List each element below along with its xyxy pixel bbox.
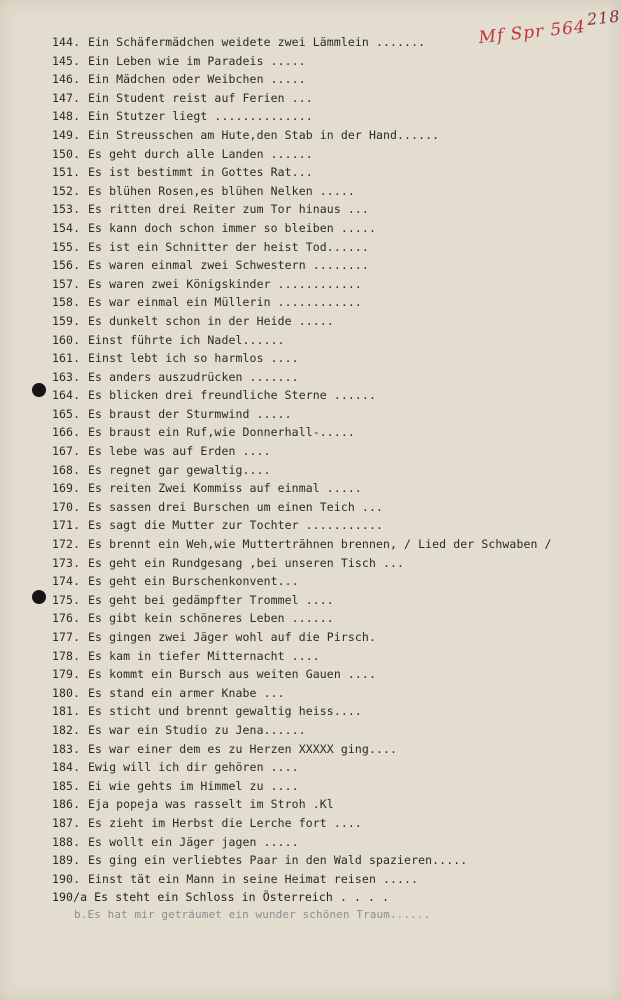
song-number: 190. <box>52 871 81 886</box>
song-title: Es kommt ein Bursch aus weiten Gauen .... <box>88 667 376 682</box>
song-title: Ein Student reist auf Ferien ... <box>88 90 313 105</box>
song-title: Es braust der Sturmwind ..... <box>88 406 292 421</box>
song-title: Es geht bei gedämpfter Trommel .... <box>88 592 334 607</box>
song-title: Es ist ein Schnitter der heist Tod...... <box>88 239 369 254</box>
song-number: 178. <box>52 648 81 663</box>
song-line <box>52 479 552 498</box>
song-title: Es waren zwei Königskinder ............ <box>88 276 362 291</box>
song-number: 156. <box>52 258 81 273</box>
song-title: Es kann doch schon immer so bleiben ..... <box>88 220 376 235</box>
song-title: Ein Streusschen am Hute,den Stab in der Hand...... <box>88 127 440 142</box>
song-title: Ein Schäfermädchen weidete zwei Lämmlein ....... <box>88 35 426 49</box>
archive-page-number: 218 <box>586 6 621 29</box>
song-number: 163. <box>52 369 81 384</box>
song-line <box>52 777 552 796</box>
song-title: Es blicken drei freundliche Sterne ...... <box>88 388 376 403</box>
song-number: 186. <box>52 797 81 812</box>
song-line <box>52 368 552 387</box>
song-number: 158. <box>52 295 81 310</box>
song-number: 181. <box>52 704 81 719</box>
song-number: 177. <box>52 630 81 644</box>
song-number: 149. <box>52 127 81 142</box>
song-title: Es ist bestimmt in Gottes Rat... <box>88 165 313 180</box>
song-line <box>52 200 552 219</box>
song-number: 166. <box>52 425 81 440</box>
song-title: Einst führte ich Nadel...... <box>88 332 285 347</box>
song-title: Es reiten Zwei Kommiss auf einmal ..... <box>88 481 362 496</box>
song-title: Es lebe was auf Erden .... <box>88 444 271 459</box>
song-title: Es blühen Rosen,es blühen Nelken ..... <box>88 183 355 198</box>
song-line <box>52 331 552 350</box>
song-number: 161. <box>52 351 81 366</box>
song-line <box>52 219 552 238</box>
song-number: 182. <box>52 722 81 737</box>
song-number: 152. <box>52 183 81 198</box>
song-title: Es ging ein verliebtes Paar in den Wald spazieren..... <box>88 853 468 868</box>
song-line <box>52 33 552 52</box>
song-number: 189. <box>52 853 81 868</box>
song-title: Es sassen drei Burschen um einen Teich ... <box>88 499 383 514</box>
song-title: Ein Stutzer liegt .............. <box>88 109 313 124</box>
song-number: 188. <box>52 834 81 849</box>
song-line <box>52 572 552 591</box>
song-line-190a: 190/a Es steht ein Schloss in Österreich . . . . <box>52 890 390 905</box>
song-line <box>52 721 552 740</box>
song-line <box>52 833 552 852</box>
song-title: Es brennt ein Weh,wie Mutterträhnen brennen, / Lied der Schwaben / <box>88 537 552 552</box>
song-number: 145. <box>52 53 81 68</box>
song-line <box>52 535 552 554</box>
song-line <box>52 312 552 331</box>
song-number: 146. <box>52 72 81 87</box>
song-number: 155. <box>52 239 81 254</box>
song-number: 169. <box>52 481 81 496</box>
song-line <box>52 70 552 89</box>
song-title: Es wollt ein Jäger jagen ..... <box>88 834 299 849</box>
punch-hole-top <box>32 383 46 397</box>
song-number: 185. <box>52 778 81 793</box>
song-number: 148. <box>52 109 81 124</box>
song-number: 172. <box>52 537 81 552</box>
song-line <box>52 163 552 182</box>
song-title: Es gingen zwei Jäger wohl auf die Pirsch. <box>88 630 376 644</box>
song-line <box>52 386 552 405</box>
song-title: Es geht durch alle Landen ...... <box>88 146 313 161</box>
song-line <box>52 423 552 442</box>
song-number: 168. <box>52 462 81 477</box>
song-number: 147. <box>52 90 81 105</box>
song-line <box>52 795 552 814</box>
song-title: Es geht ein Burschenkonvent... <box>88 574 299 589</box>
song-line <box>52 628 552 647</box>
song-line <box>52 684 552 703</box>
song-title: Es anders auszudrücken ....... <box>88 369 299 384</box>
song-title: Einst tät ein Mann in seine Heimat reisen ..... <box>88 871 419 886</box>
song-line <box>52 498 552 517</box>
song-title: Ein Leben wie im Paradeis ..... <box>88 53 306 68</box>
song-number: 165. <box>52 406 81 421</box>
song-title: Es kam in tiefer Mitternacht .... <box>88 648 320 663</box>
song-title: Ei wie gehts im Himmel zu .... <box>88 778 299 793</box>
song-line <box>52 814 552 833</box>
song-title: Ein Mädchen oder Weibchen ..... <box>88 72 306 87</box>
song-title: Es war einmal ein Müllerin ............ <box>88 295 362 310</box>
song-title: Ewig will ich dir gehören .... <box>88 760 299 775</box>
song-title: Es war ein Studio zu Jena...... <box>88 722 306 737</box>
song-number: 157. <box>52 276 81 291</box>
song-title: Es braust ein Ruf,wie Donnerhall-..... <box>88 425 355 440</box>
song-number: 167. <box>52 444 81 459</box>
song-title: Es sagt die Mutter zur Tochter ........... <box>88 518 383 533</box>
song-line <box>52 89 552 108</box>
song-line <box>52 126 552 145</box>
song-line <box>52 349 552 368</box>
song-title: Es waren einmal zwei Schwestern ........ <box>88 258 369 273</box>
song-title: Es regnet gar gewaltig.... <box>88 462 271 477</box>
song-title: Eja popeja was rasselt im Stroh .Kl <box>88 797 334 812</box>
song-line <box>52 554 552 573</box>
song-line <box>52 609 552 628</box>
song-number: 184. <box>52 760 81 775</box>
song-title: Einst lebt ich so harmlos .... <box>88 351 299 366</box>
song-number: 179. <box>52 667 81 682</box>
song-number: 154. <box>52 220 81 235</box>
song-line <box>52 293 552 312</box>
song-title: Es dunkelt schon in der Heide ..... <box>88 313 334 328</box>
song-title-list <box>52 33 552 923</box>
song-title: Es war einer dem es zu Herzen XXXXX ging.... <box>88 741 398 756</box>
song-number: 153. <box>52 202 81 217</box>
song-line <box>52 405 552 424</box>
archive-shelfmark-text: Mf Spr 564 <box>477 16 587 49</box>
song-number: 164. <box>52 388 81 403</box>
song-title: Es geht ein Rundgesang ,bei unseren Tisch ... <box>88 555 405 570</box>
song-line-190b: b.Es hat mir geträumet ein wunder schönen Traum...... <box>74 907 431 921</box>
song-title: Es stand ein armer Knabe ... <box>88 685 285 700</box>
song-number: 173. <box>52 555 81 570</box>
song-number: 183. <box>52 741 81 756</box>
song-line <box>52 107 552 126</box>
song-number: 150. <box>52 146 81 161</box>
song-number: 170. <box>52 499 81 514</box>
song-line <box>52 665 552 684</box>
song-line <box>52 758 552 777</box>
song-line <box>52 145 552 164</box>
song-number: 187. <box>52 815 81 830</box>
song-line <box>52 256 552 275</box>
song-title: Es ritten drei Reiter zum Tor hinaus ... <box>88 202 369 217</box>
song-line <box>52 238 552 257</box>
song-line <box>52 740 552 759</box>
song-line <box>52 516 552 535</box>
song-title: Es zieht im Herbst die Lerche fort .... <box>88 815 362 830</box>
song-line <box>52 442 552 461</box>
song-number: 159. <box>52 313 81 328</box>
song-number: 160. <box>52 332 81 347</box>
song-line <box>52 851 552 870</box>
song-line <box>52 52 552 71</box>
song-title: Es sticht und brennt gewaltig heiss.... <box>88 704 362 719</box>
song-number: 171. <box>52 518 81 533</box>
punch-hole-bottom <box>32 590 46 604</box>
song-line <box>52 461 552 480</box>
song-line <box>52 275 552 294</box>
song-line <box>52 591 552 610</box>
song-number: 175. <box>52 592 81 607</box>
song-number: 151. <box>52 165 81 180</box>
song-line <box>52 870 552 889</box>
song-number: 176. <box>52 611 81 626</box>
song-number: 174. <box>52 574 81 589</box>
song-line <box>52 702 552 721</box>
song-line <box>52 647 552 666</box>
song-line <box>52 182 552 201</box>
song-number: 144. <box>52 35 81 49</box>
song-number: 180. <box>52 685 81 700</box>
song-title: Es gibt kein schöneres Leben ...... <box>88 611 334 626</box>
